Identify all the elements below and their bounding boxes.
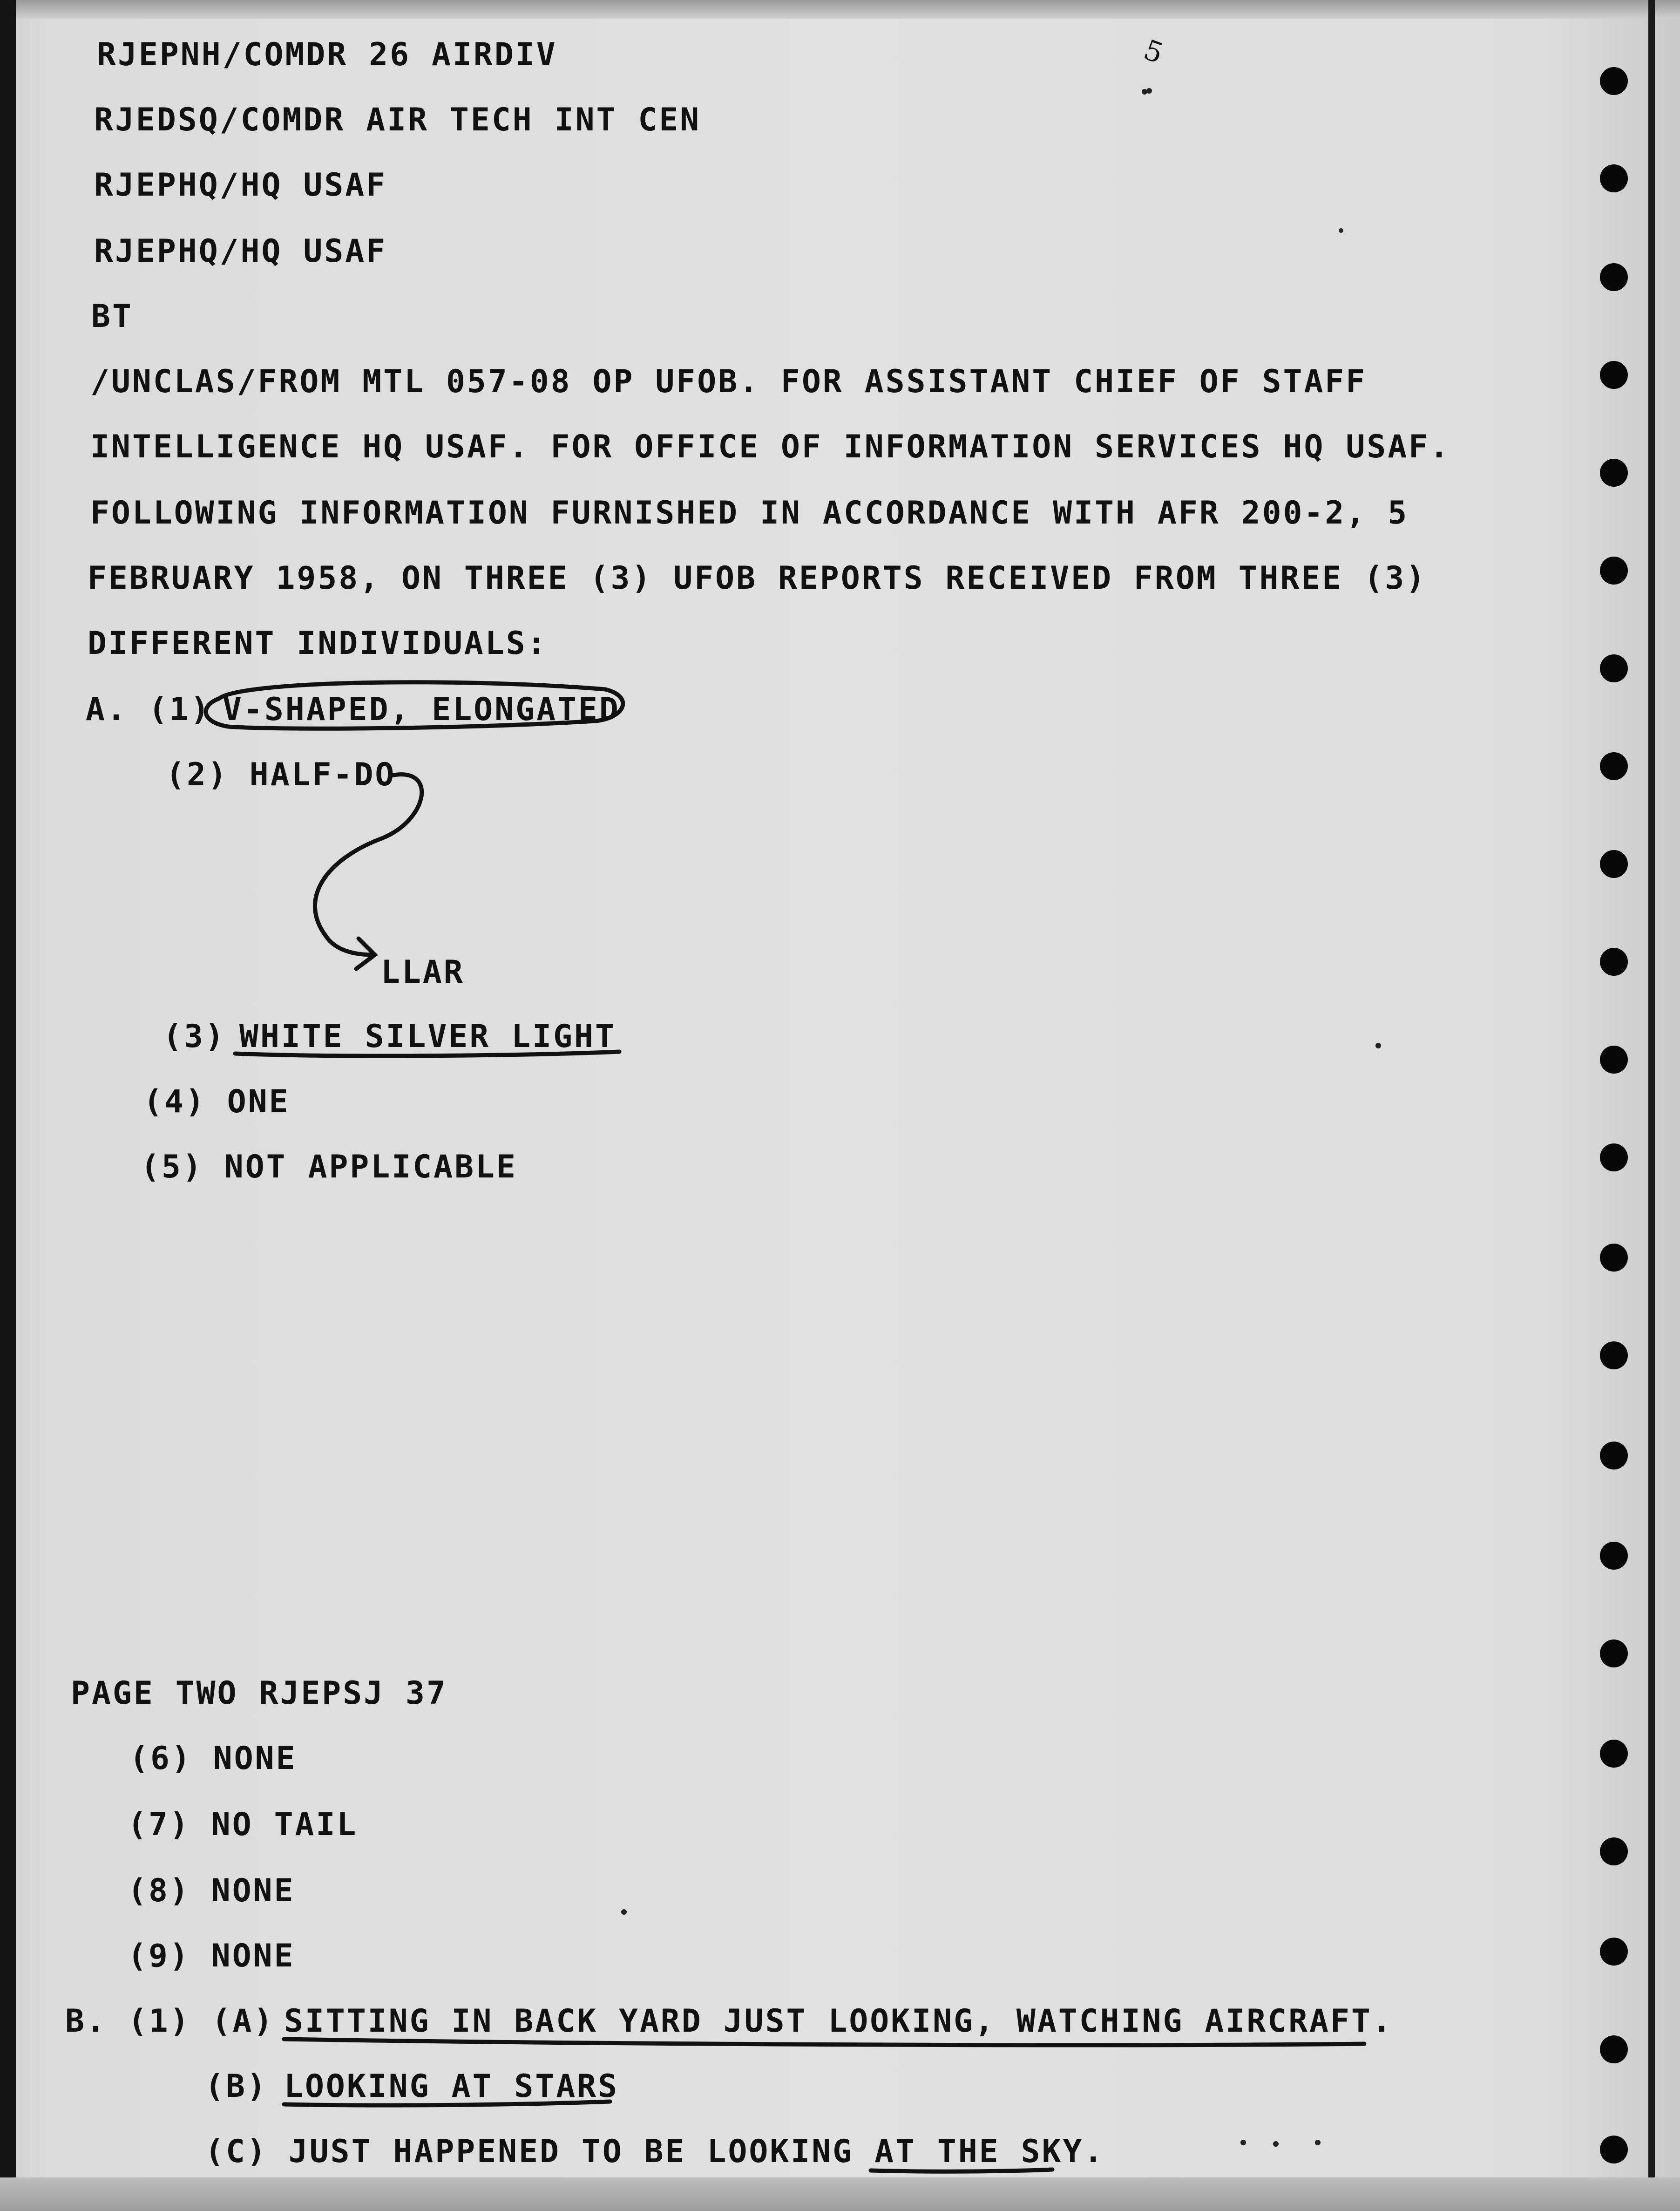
body-line-3: FOLLOWING INFORMATION FURNISHED IN ACCORDANCE WITH AFR 200-2, 5 (90, 495, 1409, 531)
underline-b1a (284, 2039, 1364, 2045)
underline-b-b (284, 2102, 610, 2105)
item-a3-value: WHITE SILVER LIGHT (239, 1018, 616, 1055)
item-a3-label: (3) (163, 1018, 226, 1055)
item-a7: (7) NO TAIL (128, 1806, 358, 1843)
item-a2-continuation: LLAR (381, 954, 465, 991)
handwritten-corner-mark: 5 (1139, 33, 1169, 71)
item-a5: (5) NOT APPLICABLE (141, 1149, 517, 1185)
item-b-b-value: LOOKING AT STARS (284, 2068, 619, 2105)
routing-line-1: RJEPNH/COMDR 26 AIRDIV (97, 36, 557, 73)
routing-line-3: RJEPHQ/HQ USAF (94, 167, 387, 204)
circle-annotation (206, 682, 623, 729)
item-b-b-label: (B) (205, 2068, 268, 2105)
stray-dot (1315, 2140, 1321, 2145)
item-a1-label: A. (1) (86, 691, 211, 728)
body-line-5: DIFFERENT INDIVIDUALS: (88, 625, 548, 662)
stray-dot (1240, 2140, 1246, 2145)
body-line-2: INTELLIGENCE HQ USAF. FOR OFFICE OF INFORMATION SERVICES HQ USAF. (90, 429, 1451, 465)
stray-dot (1375, 1043, 1381, 1048)
item-a4: (4) ONE (143, 1083, 290, 1120)
item-b1-label: B. (1) (A) (65, 2003, 275, 2040)
stray-dot (1146, 88, 1152, 94)
page-two-header: PAGE TWO RJEPSJ 37 (71, 1675, 447, 1712)
item-a2: (2) HALF-DO (166, 756, 396, 793)
break-marker: BT (91, 298, 133, 335)
item-a8: (8) NONE (128, 1872, 295, 1909)
arrow-connector (315, 775, 421, 955)
body-line-4: FEBRUARY 1958, ON THREE (3) UFOB REPORTS RECEIVED FROM THREE (3) (88, 560, 1427, 597)
item-b-c: (C) JUST HAPPENED TO BE LOOKING AT THE SKY. (205, 2133, 1105, 2170)
stray-dot (1339, 228, 1343, 233)
routing-line-2: RJEDSQ/COMDR AIR TECH INT CEN (94, 102, 701, 138)
stray-dot (1273, 2141, 1279, 2147)
underline-white-silver-light (235, 1052, 619, 1056)
item-a1-value: V-SHAPED, ELONGATED (223, 691, 620, 728)
item-a6: (6) NONE (129, 1740, 297, 1777)
stray-dot (1142, 89, 1147, 95)
item-b1a-value: SITTING IN BACK YARD JUST LOOKING, WATCHING AIRCRAFT. (284, 2003, 1393, 2040)
stray-dot (621, 1909, 627, 1915)
body-line-1: /UNCLAS/FROM MTL 057-08 OP UFOB. FOR ASSISTANT CHIEF OF STAFF (90, 363, 1367, 400)
item-a9: (9) NONE (128, 1938, 295, 1974)
underline-b-c (871, 2170, 1052, 2171)
routing-line-4: RJEPHQ/HQ USAF (94, 233, 387, 270)
